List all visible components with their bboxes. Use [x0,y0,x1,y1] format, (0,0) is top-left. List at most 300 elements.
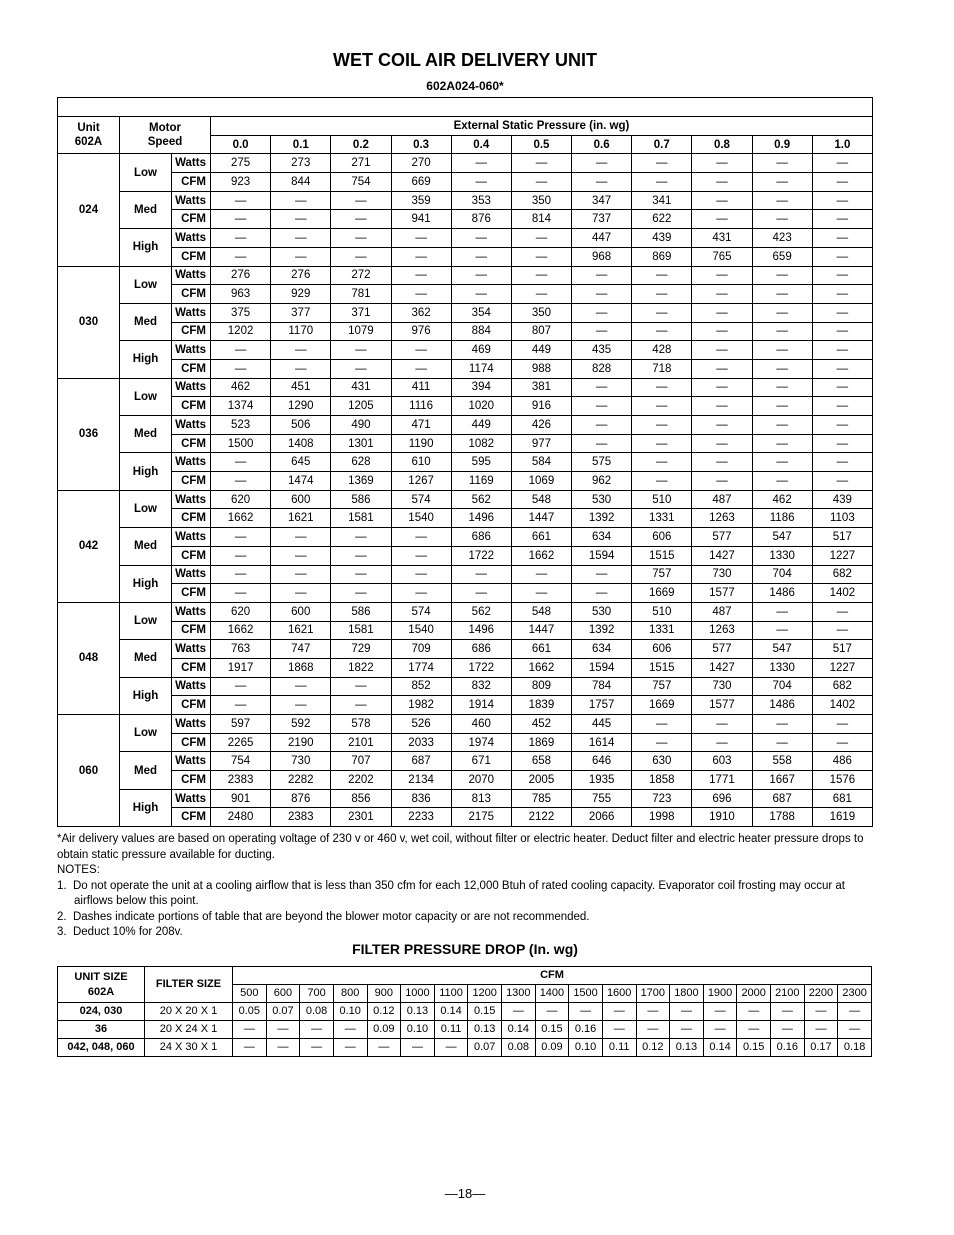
value-cell: 2005 [511,771,571,790]
metric-label-cell: CFM [172,285,211,304]
speed-header-line: Speed [147,136,183,149]
value-cell: — [391,546,451,565]
value-cell: 271 [331,154,391,173]
value-cell: 1868 [271,658,331,677]
value-cell: 530 [572,490,632,509]
motor-speed-cell: Low [120,378,172,415]
value-cell: — [692,359,752,378]
value-cell: 844 [271,173,331,192]
value-cell: 622 [632,210,692,229]
cfm-value-header: 1500 [569,985,603,1003]
pressure-drop-cell: 0.15 [468,1003,502,1021]
pressure-drop-cell: — [737,1021,771,1039]
value-cell: 341 [632,191,692,210]
pressure-header: 0.1 [271,135,331,154]
metric-label-cell: Watts [172,341,211,360]
value-cell: — [812,733,872,752]
value-cell: 510 [632,490,692,509]
value-cell: 1486 [752,584,812,603]
value-cell: 547 [752,640,812,659]
value-cell: — [451,584,511,603]
value-cell: 1496 [451,621,511,640]
value-cell: 757 [632,565,692,584]
value-cell: — [752,303,812,322]
value-cell: 439 [812,490,872,509]
value-cell: 730 [692,677,752,696]
value-cell: 1869 [511,733,571,752]
value-cell: — [632,434,692,453]
value-cell: — [211,359,271,378]
value-cell: 1301 [331,434,391,453]
value-cell: — [451,266,511,285]
unit-size-header [58,967,145,1003]
motor-speed-cell: Low [120,266,172,303]
value-cell: — [331,229,391,248]
value-cell: — [812,434,872,453]
value-cell: 2190 [271,733,331,752]
value-cell: — [271,229,331,248]
metric-label-cell: CFM [172,584,211,603]
value-cell: 669 [391,173,451,192]
value-cell: — [391,266,451,285]
cfm-value-header: 700 [300,985,334,1003]
value-cell: 968 [572,247,632,266]
value-cell: 431 [331,378,391,397]
value-cell: — [752,359,812,378]
value-cell: 1408 [271,434,331,453]
unit-size-cell: 030 [58,266,120,378]
value-cell: 765 [692,247,752,266]
value-cell: — [752,191,812,210]
value-cell: 547 [752,528,812,547]
pressure-drop-cell: 0.18 [838,1039,872,1057]
value-cell: 451 [271,378,331,397]
cfm-value-header: 1200 [468,985,502,1003]
value-cell: — [271,546,331,565]
value-cell: — [511,565,571,584]
value-cell: — [511,154,571,173]
value-cell: — [511,266,571,285]
table-row [58,378,873,397]
value-cell: — [271,677,331,696]
value-cell: 526 [391,715,451,734]
metric-label-cell: Watts [172,490,211,509]
value-cell: 586 [331,602,391,621]
pressure-header: 0.0 [211,135,271,154]
value-cell: 1581 [331,621,391,640]
table-row [58,490,873,509]
pressure-drop-cell: 0.16 [569,1021,603,1039]
value-cell: 1267 [391,472,451,491]
unit-size-cell: 048 [58,602,120,714]
value-cell: — [211,229,271,248]
metric-label-cell: CFM [172,359,211,378]
value-cell: 578 [331,715,391,734]
metric-label-cell: Watts [172,453,211,472]
value-cell: 1330 [752,546,812,565]
value-cell: — [511,584,571,603]
value-cell: — [511,285,571,304]
value-cell: — [572,565,632,584]
value-cell: 1169 [451,472,511,491]
value-cell: — [211,191,271,210]
pressure-drop-cell: 0.14 [502,1021,536,1039]
value-cell: — [211,677,271,696]
value-cell: 754 [331,173,391,192]
value-cell: 1662 [211,621,271,640]
pressure-drop-cell: 0.15 [737,1039,771,1057]
model-subtitle: 602A024-060* [426,79,504,93]
cfm-value-header: 1400 [535,985,569,1003]
value-cell: 709 [391,640,451,659]
cfm-value-header: 1100 [434,985,468,1003]
value-cell: 2301 [331,808,391,827]
table-row [58,359,873,378]
pressure-drop-cell: 0.16 [771,1039,805,1057]
metric-label-cell: Watts [172,528,211,547]
metric-label-cell: CFM [172,210,211,229]
table-row [58,341,873,360]
value-cell: 852 [391,677,451,696]
value-cell: 929 [271,285,331,304]
value-cell: — [211,696,271,715]
table-row [58,789,873,808]
unit-size-cell: 042 [58,490,120,602]
value-cell: 1594 [572,658,632,677]
value-cell: 1667 [752,771,812,790]
value-cell: — [752,173,812,192]
pressure-drop-cell: — [333,1021,367,1039]
value-cell: 682 [812,677,872,696]
cfm-value-header: 500 [233,985,267,1003]
pressure-drop-cell: — [266,1021,300,1039]
value-cell: 1486 [752,696,812,715]
value-cell: — [271,359,331,378]
pressure-drop-cell: 0.13 [670,1039,704,1057]
value-cell: 645 [271,453,331,472]
value-cell: — [752,322,812,341]
metric-label-cell: CFM [172,621,211,640]
value-cell: 1576 [812,771,872,790]
value-cell: 462 [752,490,812,509]
value-cell: — [451,229,511,248]
value-cell: 1331 [632,509,692,528]
metric-label-cell: Watts [172,752,211,771]
motor-speed-cell: Low [120,715,172,752]
value-cell: — [692,472,752,491]
pressure-drop-cell: 0.08 [502,1039,536,1057]
value-cell: 1540 [391,621,451,640]
value-cell: 963 [211,285,271,304]
value-cell: 1974 [451,733,511,752]
value-cell: — [632,154,692,173]
pressure-drop-cell: — [333,1039,367,1057]
filter-row [58,1021,872,1039]
table-row [58,397,873,416]
value-cell: — [211,472,271,491]
value-cell: 517 [812,640,872,659]
value-cell: 1331 [632,621,692,640]
unit-size-cell: 060 [58,715,120,827]
value-cell: 1263 [692,509,752,528]
value-cell: — [211,528,271,547]
cfm-value-header: 1600 [602,985,636,1003]
value-cell: — [331,247,391,266]
cfm-value-header: 2200 [804,985,838,1003]
value-cell: 1788 [752,808,812,827]
value-cell: — [391,359,451,378]
value-cell: — [812,303,872,322]
value-cell: — [752,621,812,640]
value-cell: 2202 [331,771,391,790]
value-cell: — [692,266,752,285]
value-cell: 646 [572,752,632,771]
value-cell: — [692,303,752,322]
value-cell: 814 [511,210,571,229]
value-cell: 574 [391,490,451,509]
value-cell: 411 [391,378,451,397]
metric-label-cell: Watts [172,229,211,248]
value-cell: — [572,285,632,304]
value-cell: 548 [511,490,571,509]
value-cell: — [692,733,752,752]
value-cell: 682 [812,565,872,584]
value-cell: — [632,303,692,322]
metric-label-cell: Watts [172,303,211,322]
pressure-drop-cell: — [636,1021,670,1039]
table-row [58,210,873,229]
value-cell: — [391,584,451,603]
value-cell: 1515 [632,658,692,677]
value-cell: — [812,621,872,640]
table-row [58,322,873,341]
value-cell: 1858 [632,771,692,790]
table-row [58,621,873,640]
value-cell: 1917 [211,658,271,677]
value-cell: — [331,565,391,584]
value-cell: — [391,229,451,248]
value-cell: 696 [692,789,752,808]
pressure-drop-cell: 0.11 [434,1021,468,1039]
table-row [58,658,873,677]
value-cell: 1722 [451,546,511,565]
value-cell: — [572,378,632,397]
value-cell: 876 [271,789,331,808]
value-cell: 1427 [692,546,752,565]
value-cell: 423 [752,229,812,248]
value-cell: 375 [211,303,271,322]
value-cell: — [812,191,872,210]
value-cell: 548 [511,602,571,621]
value-cell: 2480 [211,808,271,827]
motor-speed-cell: High [120,565,172,602]
value-cell: 704 [752,677,812,696]
value-cell: 977 [511,434,571,453]
value-cell: 828 [572,359,632,378]
value-cell: 1662 [511,546,571,565]
pressure-drop-cell: — [838,1021,872,1039]
value-cell: — [451,285,511,304]
table-row [58,173,873,192]
pressure-drop-cell: 0.13 [401,1003,435,1021]
value-cell: 763 [211,640,271,659]
filter-table-title: FILTER PRESSURE DROP (In. wg) [352,941,578,957]
value-cell: — [812,378,872,397]
value-cell: 1669 [632,696,692,715]
unit-size-header-line: 602A [87,985,115,998]
value-cell: — [271,584,331,603]
page-number: —18— [444,1186,486,1201]
metric-label-cell: CFM [172,546,211,565]
value-cell: 1662 [211,509,271,528]
unit-header-line: Unit [77,122,100,135]
value-cell: — [692,397,752,416]
pressure-header: 0.7 [632,135,692,154]
value-cell: 1330 [752,658,812,677]
value-cell: 1020 [451,397,511,416]
filter-size-cell: 24 X 30 X 1 [145,1039,233,1057]
table-row [58,771,873,790]
value-cell: — [632,285,692,304]
value-cell: 449 [511,341,571,360]
value-cell: — [511,247,571,266]
metric-label-cell: CFM [172,472,211,491]
metric-label-cell: Watts [172,677,211,696]
unit-size-cell: 024, 030 [58,1003,145,1021]
value-cell: 988 [511,359,571,378]
table-row [58,602,873,621]
value-cell: 1496 [451,509,511,528]
value-cell: — [632,397,692,416]
value-cell: 1757 [572,696,632,715]
value-cell: — [391,565,451,584]
value-cell: 426 [511,416,571,435]
value-cell: — [812,210,872,229]
value-cell: 1116 [391,397,451,416]
value-cell: — [391,341,451,360]
value-cell: 462 [211,378,271,397]
table-row [58,715,873,734]
pressure-drop-cell: — [804,1003,838,1021]
value-cell: — [632,715,692,734]
value-cell: — [752,266,812,285]
value-cell: — [572,434,632,453]
value-cell: 381 [511,378,571,397]
value-cell: — [752,397,812,416]
value-cell: 1619 [812,808,872,827]
value-cell: — [692,416,752,435]
cfm-value-header: 2000 [737,985,771,1003]
value-cell: 428 [632,341,692,360]
motor-speed-cell: Med [120,191,172,228]
motor-speed-cell: High [120,789,172,826]
value-cell: 276 [211,266,271,285]
value-cell: — [511,173,571,192]
table-row [58,285,873,304]
value-cell: 586 [331,490,391,509]
table-row [58,303,873,322]
value-cell: 707 [331,752,391,771]
metric-label-cell: CFM [172,696,211,715]
value-cell: 606 [632,640,692,659]
value-cell: 1402 [812,584,872,603]
table-row [58,677,873,696]
value-cell: — [572,397,632,416]
motor-speed-cell: High [120,453,172,490]
value-cell: 658 [511,752,571,771]
table-row [58,472,873,491]
footnote-text: *Air delivery values are based on operating voltage of 230 v or 460 v, wet coil, without filter or electric heater. Deduct filter and electric heater pressure drops to obtain static pressure available for ducting. [57,833,864,861]
value-cell: 681 [812,789,872,808]
value-cell: 510 [632,602,692,621]
table-row [58,733,873,752]
motor-speed-cell: High [120,229,172,266]
speed-header-line: Motor [149,122,181,135]
metric-label-cell: Watts [172,154,211,173]
cfm-value-header: 1800 [670,985,704,1003]
value-cell: 1427 [692,658,752,677]
value-cell: 832 [451,677,511,696]
value-cell: 628 [331,453,391,472]
value-cell: 377 [271,303,331,322]
table-row [58,247,873,266]
value-cell: — [451,565,511,584]
value-cell: 562 [451,490,511,509]
value-cell: 634 [572,528,632,547]
value-cell: 1822 [331,658,391,677]
table-row [58,266,873,285]
value-cell: 2101 [331,733,391,752]
value-cell: 445 [572,715,632,734]
note-item: 1. Do not operate the unit at a cooling airflow that is less than 350 cfm for each 12,000 Btuh of rated cooling capacity. Evaporator coil frosting may occur at airflows below this point. [57,879,845,907]
metric-label-cell: Watts [172,640,211,659]
value-cell: — [391,285,451,304]
value-cell: 916 [511,397,571,416]
value-cell: — [271,341,331,360]
value-cell: 1263 [692,621,752,640]
metric-label-cell: CFM [172,733,211,752]
value-cell: 730 [271,752,331,771]
motor-speed-cell: High [120,341,172,378]
value-cell: 730 [692,565,752,584]
value-cell: 1621 [271,621,331,640]
value-cell: 687 [752,789,812,808]
value-cell: 718 [632,359,692,378]
pressure-drop-cell: — [636,1003,670,1021]
pressure-drop-cell: 0.14 [434,1003,468,1021]
motor-speed-cell: Med [120,528,172,565]
pressure-drop-cell: 0.09 [367,1021,401,1039]
table-row [58,696,873,715]
value-cell: 2070 [451,771,511,790]
pressure-drop-cell: 0.15 [535,1021,569,1039]
pressure-drop-cell: 0.13 [468,1021,502,1039]
value-cell: 884 [451,322,511,341]
cfm-value-header: 1300 [502,985,536,1003]
value-cell: 1103 [812,509,872,528]
value-cell: — [752,378,812,397]
value-cell: 2265 [211,733,271,752]
metric-label-cell: CFM [172,434,211,453]
value-cell: 1186 [752,509,812,528]
pressure-drop-cell: — [703,1021,737,1039]
value-cell: 1722 [451,658,511,677]
value-cell: 1174 [451,359,511,378]
pressure-drop-cell: — [535,1003,569,1021]
table-row [58,565,873,584]
value-cell: — [451,154,511,173]
value-cell: — [271,528,331,547]
